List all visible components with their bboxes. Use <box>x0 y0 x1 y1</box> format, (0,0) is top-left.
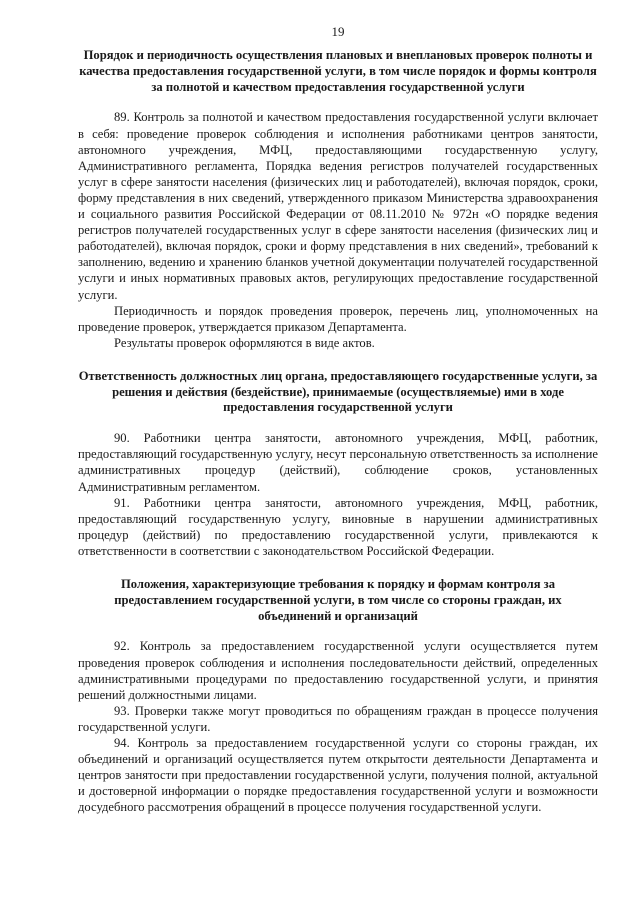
page-number: 19 <box>331 24 345 39</box>
section-inspections <box>78 48 598 351</box>
section-control-requirements <box>78 577 598 815</box>
section-heading: Порядок и периодичность осуществления плановых и внеплановых проверок полноты и качества предоставления государственной услуги, в том числе порядок и формы контроля за полнотой и качеством предоставления государственной услуги <box>79 48 597 94</box>
paragraph-results: Результаты проверок оформляются в виде актов. <box>114 335 375 350</box>
section-responsibility <box>78 369 598 559</box>
paragraph-91: 91. Работники центра занятости, автономного учреждения, МФЦ, работник, предоставляющий государственную услугу, виновные в нарушении административных процедур (действий) по предоставлению государственной услуги, привлекаются к ответственности в соответствии с законодательством Российской Федерации. <box>78 495 598 558</box>
paragraph-92: 92. Контроль за предоставлением государственной услуги осуществляется путем проведения проверок соблюдения и исполнения последовательности действий, определенных административными процедурами по предоставлению государственной услуги, и принятия решений должностными лицами. <box>78 639 598 702</box>
section-heading: Ответственность должностных лиц органа, предоставляющего государственные услуги, за решения и действия (бездействие), принимаемые (осуществляемые) ими в ходе предоставления государственной услуги <box>78 368 598 415</box>
paragraph-93: 93. Проверки также могут проводиться по обращениям граждан в процессе получения государственной услуги. <box>78 703 598 734</box>
paragraph-94: 94. Контроль за предоставлением государственной услуги со стороны граждан, их объединений и организаций осуществляется путем открытости деятельности Департамента и центров занятости при предоставлении государственной услуги, получения полной, актуальной и достоверной информации о порядке предоставления государственной услуги и возможности досудебного рассмотрения обращений в процессе получения государственной услуги. <box>78 735 598 815</box>
paragraph-89: 89. Контроль за полнотой и качеством предоставления государственной услуги включает в себя: проведение проверок соблюдения и исполнения работниками центров занятости, автономного учреждения, МФЦ, предоставляющими государственную услугу, Административного регламента, Порядка ведения регистров получателей государственных услуг в сфере занятости населения (физических лиц и работодателей), включая порядок, сроки, форму представления в них сведений, утвержденного приказом Министерства здравоохранения и социального развития Российской Федерации от 08.11.2010 № 972н «О порядке ведения регистров получателей государственных услуг в сфере занятости населения (физических лиц и работодателей), включая порядок, сроки и форму представления в них сведений», требований к заполнению, ведению и хранению бланков учетной документации получателей государственной услуги и иных нормативных правовых актов, регулирующих предоставление государственной услуги. <box>78 110 598 302</box>
paragraph-periodicity: Периодичность и порядок проведения проверок, перечень лиц, уполномоченных на проведение проверок, утверждается приказом Департамента. <box>78 303 598 334</box>
paragraph-90: 90. Работники центра занятости, автономного учреждения, МФЦ, работник, предоставляющий государственную услугу, несут персональную ответственность за исполнение административных процедур (действий), соблюдение сроков, установленных Административным регламентом. <box>78 431 599 494</box>
section-heading: Положения, характеризующие требования к порядку и формам контроля за предоставлением государственной услуги, в том числе со стороны граждан, их объединений и организаций <box>114 577 562 623</box>
